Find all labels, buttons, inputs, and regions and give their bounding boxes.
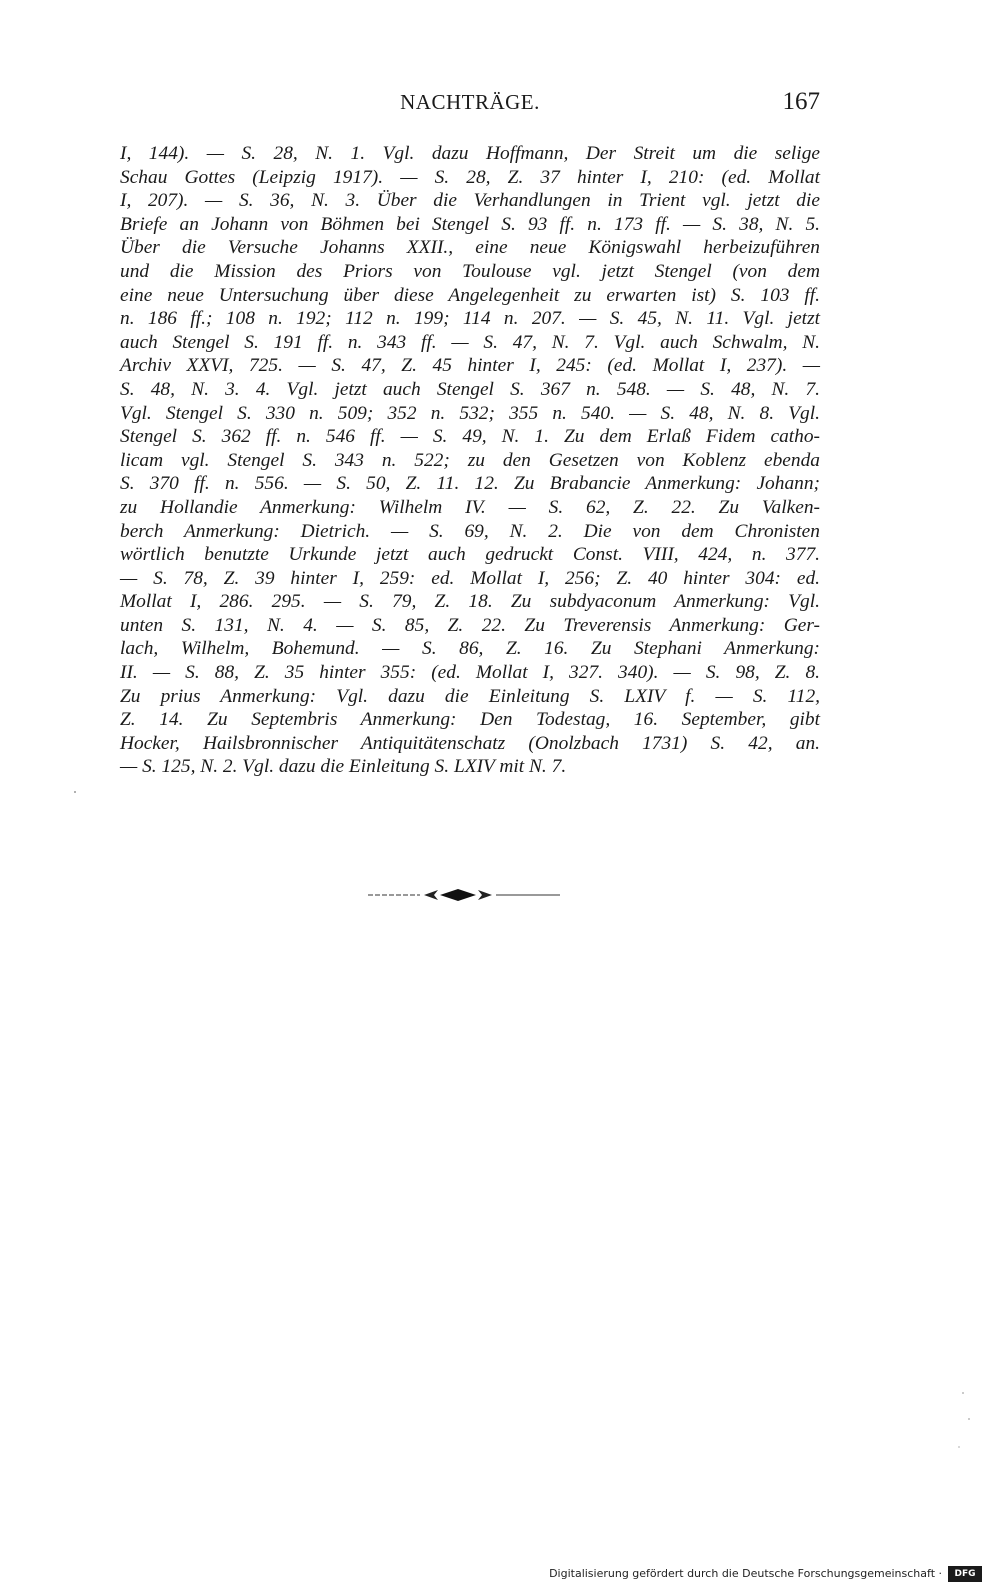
text-line: Schau Gottes (Leipzig 1917). — S. 28, Z. 37 hinter I, 210: (ed. Mollat xyxy=(120,166,820,188)
scan-speck xyxy=(74,791,76,793)
text-line: S. 48, N. 3. 4. Vgl. jetzt auch Stengel S. 367 n. 548. — S. 48, N. 7. xyxy=(120,378,820,400)
text-line: eine neue Untersuchung über diese Angelegenheit zu erwarten ist) S. 103 ff. xyxy=(120,284,820,306)
text-line: Vgl. Stengel S. 330 n. 509; 352 n. 532; 355 n. 540. — S. 48, N. 8. Vgl. xyxy=(120,402,820,424)
text-line: berch Anmerkung: Dietrich. — S. 69, N. 2. Die von dem Chronisten xyxy=(120,520,820,542)
text-line: — S. 125, N. 2. Vgl. dazu die Einleitung S. LXIV mit N. 7. xyxy=(120,756,567,778)
page-number: 167 xyxy=(782,88,820,115)
text-line: und die Mission des Priors von Toulouse vgl. jetzt Stengel (von dem xyxy=(120,260,820,282)
text-line: zu Hollandie Anmerkung: Wilhelm IV. — S. 62, Z. 22. Zu Valken- xyxy=(120,496,820,518)
text-line: Z. 14. Zu Septembris Anmerkung: Den Todestag, 16. September, gibt xyxy=(120,709,820,731)
text-line: I, 144). — S. 28, N. 1. Vgl. dazu Hoffmann, Der Streit um die selige xyxy=(120,143,820,164)
text-line: lach, Wilhelm, Bohemund. — S. 86, Z. 16. Zu Stephani Anmerkung: xyxy=(120,638,820,660)
scan-speck xyxy=(962,1392,964,1394)
text-line: Über die Versuche Johanns XXII., eine neue Königswahl herbeizuführen xyxy=(120,237,820,259)
text-line: auch Stengel S. 191 ff. n. 343 ff. — S. 47, N. 7. Vgl. auch Schwalm, N. xyxy=(120,331,820,353)
text-line: licam vgl. Stengel S. 343 n. 522; zu den Gesetzen von Koblenz ebenda xyxy=(120,449,820,471)
text-line: Zu prius Anmerkung: Vgl. dazu die Einleitung S. LXIV f. — S. 112, xyxy=(120,685,820,707)
text-line: unten S. 131, N. 4. — S. 85, Z. 22. Zu Treverensis Anmerkung: Ger- xyxy=(120,614,820,636)
body-text xyxy=(120,142,820,779)
text-line: Archiv XXVI, 725. — S. 47, Z. 45 hinter I, 245: (ed. Mollat I, 237). — xyxy=(120,355,820,377)
running-title: NACHTRÄGE. xyxy=(400,90,540,114)
digitization-credit: Digitalisierung gefördert durch die Deutsche Forschungsgemeinschaft · xyxy=(549,1567,942,1580)
text-line: II. — S. 88, Z. 35 hinter 355: (ed. Mollat I, 327. 340). — S. 98, Z. 8. xyxy=(120,662,820,684)
scan-speck xyxy=(958,1446,960,1448)
text-line: Mollat I, 286. 295. — S. 79, Z. 18. Zu subdyaconum Anmerkung: Vgl. xyxy=(120,591,820,613)
text-line: Hocker, Hailsbronnischer Antiquitätenschatz (Onolzbach 1731) S. 42, an. xyxy=(120,732,820,754)
dfg-logo: DFG xyxy=(948,1566,982,1582)
text-line: Stengel S. 362 ff. n. 546 ff. — S. 49, N. 1. Zu dem Erlaß Fidem catho- xyxy=(120,426,820,448)
end-ornament xyxy=(368,886,560,904)
text-line: — S. 78, Z. 39 hinter I, 259: ed. Mollat I, 256; Z. 40 hinter 304: ed. xyxy=(120,567,820,589)
text-line: I, 207). — S. 36, N. 3. Über die Verhandlungen in Trient vgl. jetzt die xyxy=(120,190,820,212)
text-line: S. 370 ff. n. 556. — S. 50, Z. 11. 12. Zu Brabancie Anmerkung: Johann; xyxy=(120,473,820,495)
page-header xyxy=(120,86,820,120)
scan-speck xyxy=(968,1418,970,1420)
text-line: Briefe an Johann von Böhmen bei Stengel S. 93 ff. n. 173 ff. — S. 38, N. 5. xyxy=(120,213,820,235)
text-line: wörtlich benutzte Urkunde jetzt auch gedruckt Const. VIII, 424, n. 377. xyxy=(120,544,820,566)
text-line: n. 186 ff.; 108 n. 192; 112 n. 199; 114 n. 207. — S. 45, N. 11. Vgl. jetzt xyxy=(120,308,820,330)
